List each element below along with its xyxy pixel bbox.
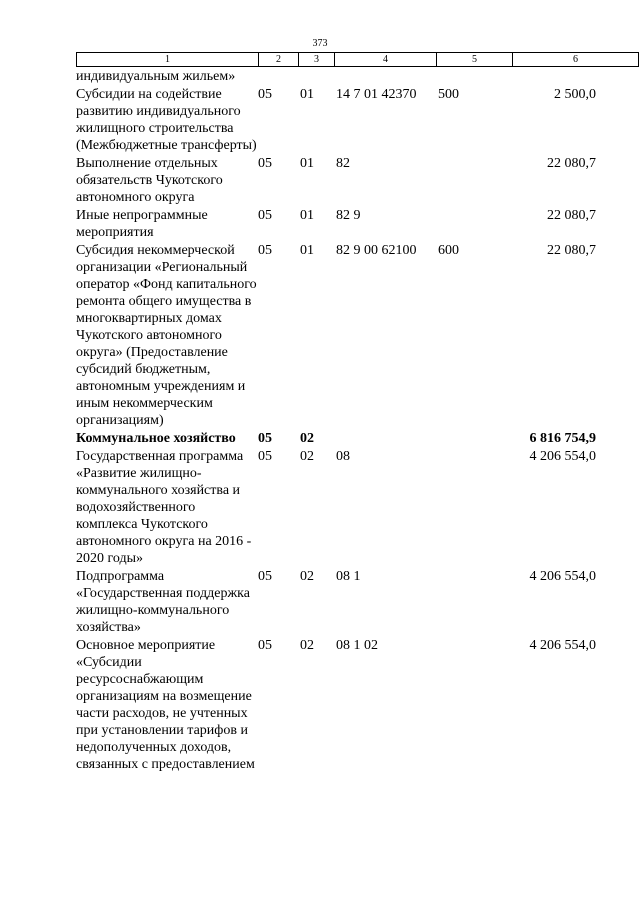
row-name: Субсидия некоммерческой организации «Региональный оператор «Фонд капитального ремонта общего имущества в многоквартирных домах Чукотского автономного округа» (Предоставление субсидий бюджетным, автономным учреждениям и иным некоммерческим организациям): [76, 243, 257, 428]
table-row: [0, 68, 640, 85]
target-article-code: 82: [336, 156, 350, 171]
section-code: 05: [258, 449, 272, 464]
amount: 22 080,7: [547, 208, 596, 223]
column-number-5: 5: [437, 53, 513, 67]
subsection-code: 02: [300, 449, 314, 464]
expense-type-code: 600: [438, 243, 459, 258]
column-number-6: 6: [513, 53, 639, 67]
column-number-1: 1: [77, 53, 259, 67]
expense-type-code: 500: [438, 87, 459, 102]
row-name: индивидуальным жильем»: [76, 69, 236, 84]
column-number-4: 4: [335, 53, 437, 67]
section-code: 05: [258, 638, 272, 653]
target-article-code: 08: [336, 449, 350, 464]
subsection-code: 02: [300, 638, 314, 653]
section-code: 05: [258, 243, 272, 258]
table-row-section-total: [0, 430, 640, 447]
subsection-code: 02: [300, 569, 314, 584]
row-name: Основное мероприятие «Субсидии ресурсоснабжающим организациям на возмещение части расходов, не учтенных при установлении тарифов и недополученных доходов, связанных с предоставлением: [76, 638, 255, 772]
row-name: Коммунальное хозяйство: [76, 431, 236, 446]
table-row: [0, 86, 640, 154]
amount: 4 206 554,0: [529, 449, 596, 464]
amount: 2 500,0: [554, 87, 596, 102]
row-name: Иные непрограммные мероприятия: [76, 208, 208, 240]
amount: 6 816 754,9: [529, 431, 596, 446]
subsection-code: 01: [300, 87, 314, 102]
table-row: [0, 448, 640, 567]
column-numbers-row: [77, 53, 639, 67]
table-row: [0, 155, 640, 206]
section-code: 05: [258, 569, 272, 584]
section-code: 05: [258, 87, 272, 102]
target-article-code: 08 1: [336, 569, 361, 584]
section-code: 05: [258, 156, 272, 171]
subsection-code: 02: [300, 431, 314, 446]
table-row: [0, 568, 640, 636]
column-header-table: [76, 52, 639, 67]
target-article-code: 08 1 02: [336, 638, 378, 653]
target-article-code: 82 9 00 62100: [336, 243, 417, 258]
amount: 22 080,7: [547, 243, 596, 258]
column-number-2: 2: [259, 53, 299, 67]
row-name: Подпрограмма «Государственная поддержка жилищно-коммунального хозяйства»: [76, 569, 250, 635]
section-code: 05: [258, 431, 272, 446]
row-name: Субсидии на содействие развитию индивидуального жилищного строительства (Межбюджетные трансферты): [76, 87, 257, 153]
subsection-code: 01: [300, 208, 314, 223]
budget-table-body: [0, 68, 640, 774]
table-row: [0, 242, 640, 429]
row-name: Государственная программа «Развитие жилищно-коммунального хозяйства и водохозяйственного комплекса Чукотского автономного округа на 2016 - 2020 годы»: [76, 449, 252, 566]
table-row: [0, 637, 640, 773]
target-article-code: 82 9: [336, 208, 361, 223]
amount: 22 080,7: [547, 156, 596, 171]
amount: 4 206 554,0: [529, 569, 596, 584]
subsection-code: 01: [300, 156, 314, 171]
row-name: Выполнение отдельных обязательств Чукотского автономного округа: [76, 156, 223, 205]
target-article-code: 14 7 01 42370: [336, 87, 417, 102]
column-number-3: 3: [299, 53, 335, 67]
table-row: [0, 207, 640, 241]
subsection-code: 01: [300, 243, 314, 258]
section-code: 05: [258, 208, 272, 223]
page-number: 373: [312, 38, 328, 49]
amount: 4 206 554,0: [529, 638, 596, 653]
